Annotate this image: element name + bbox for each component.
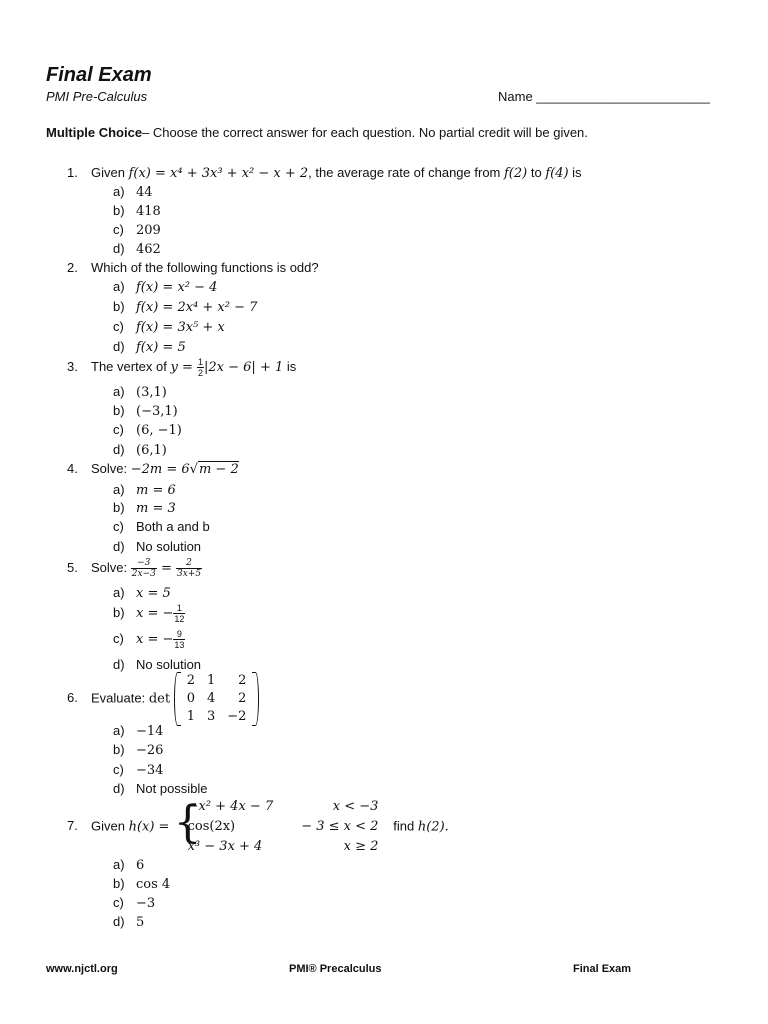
option-7d[interactable]: d) 5 xyxy=(113,914,145,930)
option-3a[interactable]: a) (3,1) xyxy=(113,384,167,400)
option-3b[interactable]: b) (−3,1) xyxy=(113,403,178,419)
fraction: $\frac{1}{2}$ xyxy=(198,357,204,378)
option-3d[interactable]: d) (6,1) xyxy=(113,442,167,458)
option-7b[interactable]: b) cos 4 xyxy=(113,876,171,892)
option-2b[interactable]: b) f(x) = 2x⁴ + x² − 7 xyxy=(113,299,258,315)
option-6d[interactable]: d) Not possible xyxy=(113,781,208,796)
exam-title: Final Exam xyxy=(46,64,152,86)
option-7c[interactable]: c) −3 xyxy=(113,895,156,911)
option-1d[interactable]: d) 462 xyxy=(113,241,161,257)
name-field: Name ________________________ xyxy=(498,89,710,104)
option-6b[interactable]: b) −26 xyxy=(113,742,164,758)
option-5b[interactable]: b) x = − $\frac{1}{12}$ xyxy=(113,603,185,624)
fraction: $\frac{9}{13}$ xyxy=(174,629,185,650)
sqrt-sign: √ xyxy=(189,462,198,477)
question-2: 2. Which of the following functions is odd? xyxy=(67,260,319,275)
footer-doc-title: Final Exam xyxy=(573,963,632,975)
option-2d[interactable]: d) f(x) = 5 xyxy=(113,339,186,355)
fraction: $\frac{-3}{2x-3}$ xyxy=(131,558,156,579)
instructions xyxy=(46,125,588,140)
question-7: 7. Given h(x) = { −x² + 4x − 7 x < −3 cos(2x) − 3 ≤ x < 2 x³ − 3x + 4 x ≥ 2 find h(2). xyxy=(67,797,449,857)
footer-course: PMI® Precalculus xyxy=(289,963,382,975)
option-2c[interactable]: c) f(x) = 3x⁵ + x xyxy=(113,319,225,335)
instructions-text: – Choose the correct answer for each question. No partial credit will be given. xyxy=(142,125,588,140)
instructions-heading: Multiple Choice xyxy=(46,125,143,140)
option-6a[interactable]: a) −14 xyxy=(113,723,164,739)
question-3: 3. The vertex of y = $\frac{1}{2}$ |2x − 6| + 1 is xyxy=(67,357,297,378)
option-4b[interactable]: b) m = 3 xyxy=(113,500,176,516)
question-1: 1. Given f(x) = x⁴ + 3x³ + x² − x + 2, the average rate of change from f(2) to f(4) is xyxy=(67,165,582,181)
option-2a[interactable]: a) f(x) = x² − 4 xyxy=(113,279,218,295)
option-7a[interactable]: a) 6 xyxy=(113,857,145,873)
math-expression: f(x) = x⁴ + 3x³ + x² − x + 2 xyxy=(128,166,309,181)
option-5a[interactable]: a) x = 5 xyxy=(113,585,171,601)
question-4: 4. Solve: −2m = 6√m − 2 xyxy=(67,461,239,477)
option-4d[interactable]: d) No solution xyxy=(113,539,202,554)
option-4c[interactable]: c) Both a and b xyxy=(113,519,210,534)
question-6: 6. Evaluate: det 2 1 2 0 4 2 1 3 −2 xyxy=(67,672,259,726)
option-4a[interactable]: a) m = 6 xyxy=(113,482,176,498)
determinant-matrix: 2 1 2 0 4 2 1 3 −2 xyxy=(174,672,260,726)
option-5d[interactable]: d) No solution xyxy=(113,657,202,672)
option-6c[interactable]: c) −34 xyxy=(113,762,164,778)
fraction: $\frac{2}{3x+5}$ xyxy=(177,558,202,579)
left-brace: { xyxy=(173,797,202,848)
fraction: $\frac{1}{12}$ xyxy=(174,603,185,624)
option-1a[interactable]: a) 44 xyxy=(113,184,153,200)
option-5c[interactable]: c) x = − $\frac{9}{13}$ xyxy=(113,629,185,650)
piecewise-function: { −x² + 4x − 7 x < −3 cos(2x) − 3 ≤ x < 2 x³ − 3x + 4 x ≥ 2 xyxy=(173,797,379,854)
sqrt-radicand: m − 2 xyxy=(198,462,239,477)
option-1c[interactable]: c) 209 xyxy=(113,222,161,238)
option-1b[interactable]: b) 418 xyxy=(113,203,161,219)
footer-website[interactable]: www.njctl.org xyxy=(46,963,118,975)
course-subtitle: PMI Pre-Calculus xyxy=(46,89,148,104)
question-5: 5. Solve: $\frac{-3}{2x-3}$ = $\frac{2}{3x+5}$ xyxy=(67,558,202,579)
option-3c[interactable]: c) (6, −1) xyxy=(113,422,182,438)
